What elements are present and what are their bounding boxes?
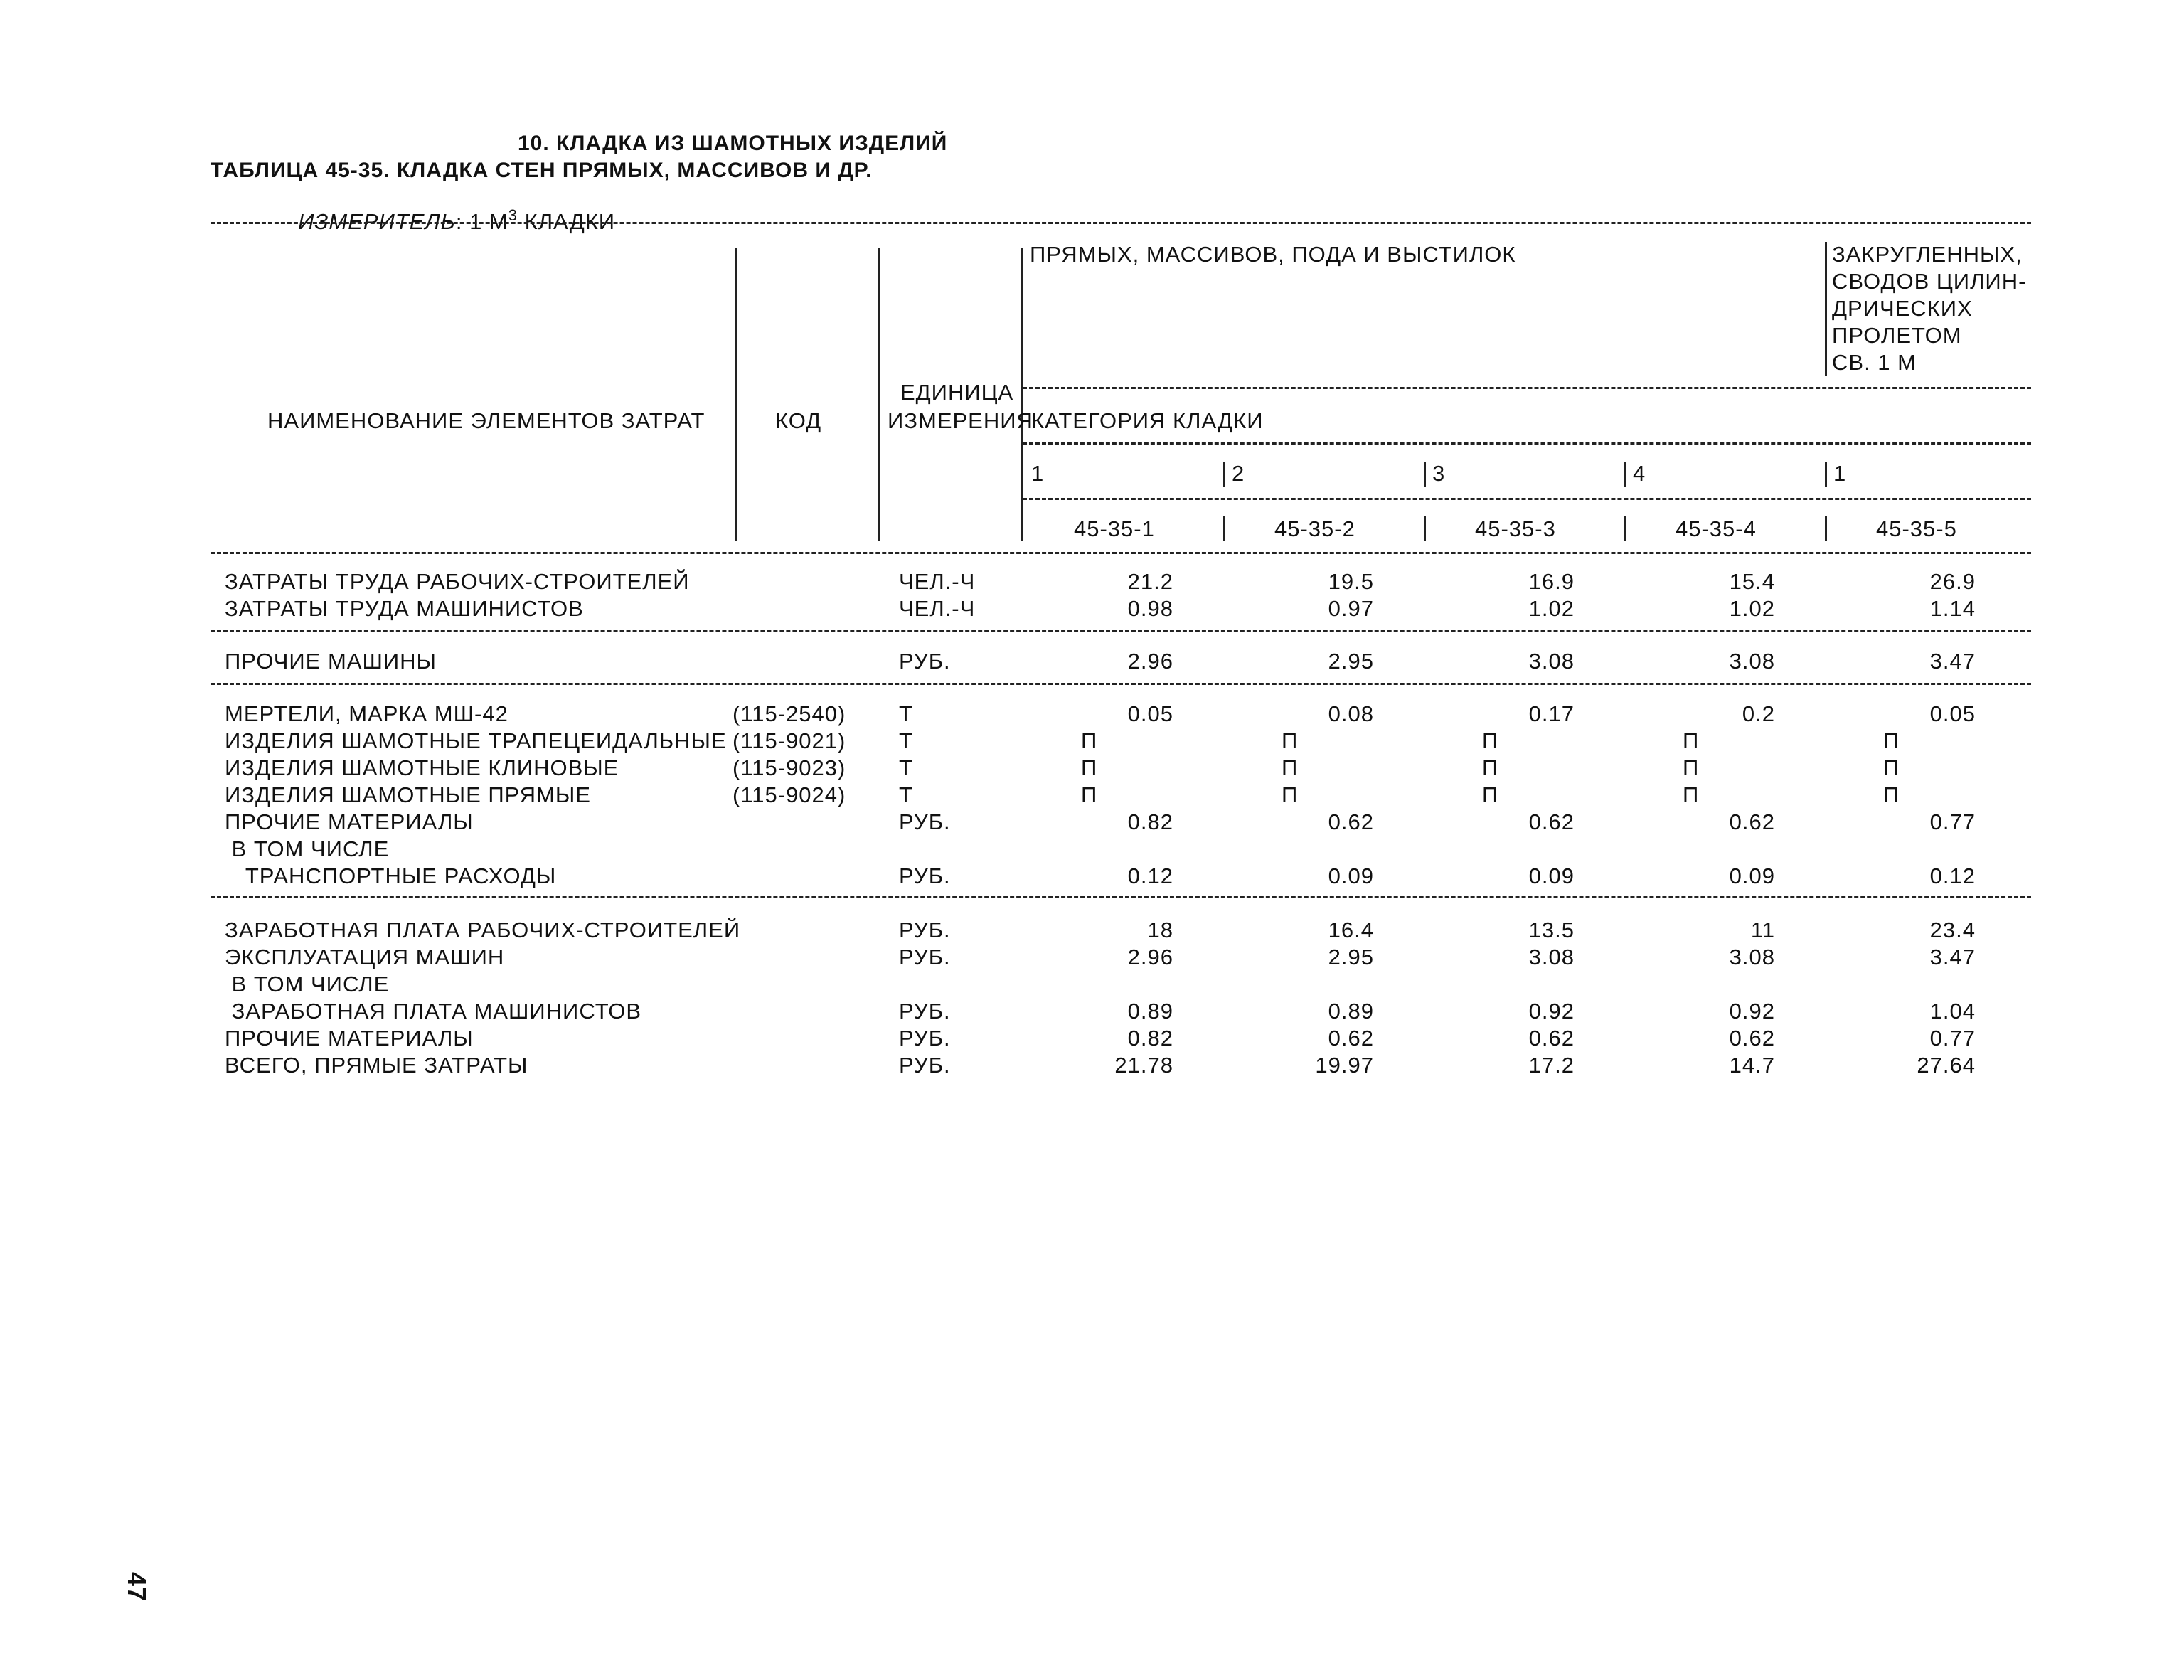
row-unit: РУБ. <box>899 918 951 942</box>
cat-1: 1 <box>1031 461 1045 486</box>
head-unit-2: ИЗМЕРЕНИЯ <box>888 408 1033 433</box>
row-name: ЗАРАБОТНАЯ ПЛАТА РАБОЧИХ-СТРОИТЕЛЕЙ <box>225 918 741 942</box>
row-value: 0.62 <box>1729 1026 1775 1051</box>
head-name: НАИМЕНОВАНИЕ ЭЛЕМЕНТОВ ЗАТРАТ <box>267 408 705 433</box>
measure-label: ИЗМЕРИТЕЛЬ <box>298 209 456 234</box>
section-title: 10. КЛАДКА ИЗ ШАМОТНЫХ ИЗДЕЛИЙ <box>518 132 948 155</box>
row-name: ЗАРАБОТНАЯ ПЛАТА МАШИНИСТОВ <box>225 999 642 1024</box>
head-code: КОД <box>775 408 822 433</box>
row-name: ЗАТРАТЫ ТРУДА РАБОЧИХ-СТРОИТЕЛЕЙ <box>225 569 690 594</box>
row-value: 0.17 <box>1528 701 1575 726</box>
row-value: 19.97 <box>1315 1053 1374 1078</box>
row-value: 18 <box>1147 918 1173 942</box>
row-value: 0.97 <box>1328 596 1374 621</box>
row-unit: Т <box>899 782 913 807</box>
row-value: 3.08 <box>1528 649 1575 674</box>
row-value: 0.12 <box>1929 863 1976 888</box>
row-value: П <box>1081 755 1098 780</box>
row-value: П <box>1683 782 1700 807</box>
row-unit: Т <box>899 701 913 726</box>
row-value: П <box>1282 782 1299 807</box>
row-unit: Т <box>899 755 913 780</box>
rule-head-2 <box>1023 442 2031 445</box>
row-value: 2.95 <box>1328 649 1374 674</box>
row-unit: ЧЕЛ.-Ч <box>899 596 976 621</box>
row-value: 17.2 <box>1528 1053 1575 1078</box>
measure-sup: 3 <box>508 206 518 224</box>
head-group1: ПРЯМЫХ, МАССИВОВ, ПОДА И ВЫСТИЛОК <box>1030 242 1516 267</box>
row-value: 0.82 <box>1127 809 1173 834</box>
row-value: 21.78 <box>1114 1053 1173 1078</box>
row-unit: РУБ. <box>899 945 951 969</box>
head-group2-l3: ДРИЧЕСКИХ <box>1832 296 1973 321</box>
row-value: 1.04 <box>1929 999 1976 1024</box>
row-value: 0.89 <box>1127 999 1173 1024</box>
row-value: 0.62 <box>1328 809 1374 834</box>
row-value: 0.62 <box>1528 809 1575 834</box>
row-value: 2.96 <box>1127 649 1173 674</box>
rule-head-3 <box>1023 498 2031 500</box>
row-value: 14.7 <box>1729 1053 1775 1078</box>
cat-3: 3 <box>1432 461 1446 486</box>
row-name: В ТОМ ЧИСЛЕ <box>225 972 390 996</box>
row-unit: РУБ. <box>899 999 951 1024</box>
row-value: 0.2 <box>1742 701 1775 726</box>
row-value: 0.08 <box>1328 701 1374 726</box>
row-value: 3.08 <box>1729 649 1775 674</box>
row-value: 0.89 <box>1328 999 1374 1024</box>
row-value: 0.09 <box>1729 863 1775 888</box>
row-value: П <box>1883 728 1900 753</box>
vline-code-2 <box>1223 516 1225 541</box>
cat-5: 1 <box>1833 461 1847 486</box>
row-name: ИЗДЕЛИЯ ШАМОТНЫЕ КЛИНОВЫЕ <box>225 755 619 780</box>
row-value: 0.62 <box>1729 809 1775 834</box>
vline-code-3 <box>1424 516 1426 541</box>
row-name: ВСЕГО, ПРЯМЫЕ ЗАТРАТЫ <box>225 1053 528 1078</box>
row-value: 27.64 <box>1917 1053 1976 1078</box>
row-value: 23.4 <box>1929 918 1976 942</box>
cat-4: 4 <box>1633 461 1646 486</box>
row-value: 0.05 <box>1929 701 1976 726</box>
rule-top <box>211 222 2031 224</box>
code-3: 45-35-3 <box>1475 516 1556 541</box>
row-unit: РУБ. <box>899 863 951 888</box>
row-value: 19.5 <box>1328 569 1374 594</box>
code-5: 45-35-5 <box>1876 516 1957 541</box>
vline-code-4 <box>1624 516 1626 541</box>
row-value: 0.09 <box>1528 863 1575 888</box>
row-unit: Т <box>899 728 913 753</box>
row-name: ЗАТРАТЫ ТРУДА МАШИНИСТОВ <box>225 596 584 621</box>
row-value: 15.4 <box>1729 569 1775 594</box>
row-name: МЕРТЕЛИ, МАРКА МШ-42 <box>225 701 508 726</box>
measure-value: 1 М <box>469 209 508 234</box>
row-code: (115-2540) <box>733 701 846 726</box>
head-category: КАТЕГОРИЯ КЛАДКИ <box>1031 408 1264 433</box>
rule-sec-3 <box>211 896 2031 898</box>
row-name: ТРАНСПОРТНЫЕ РАСХОДЫ <box>225 863 557 888</box>
row-value: 3.47 <box>1929 945 1976 969</box>
vline-cat-5 <box>1825 462 1827 487</box>
row-value: 26.9 <box>1929 569 1976 594</box>
row-value: 16.9 <box>1528 569 1575 594</box>
row-value: П <box>1482 782 1499 807</box>
rule-sec-1 <box>211 630 2031 632</box>
code-1: 45-35-1 <box>1074 516 1155 541</box>
head-unit-1: ЕДИНИЦА <box>900 380 1014 405</box>
row-value: П <box>1282 755 1299 780</box>
row-name: ПРОЧИЕ МАТЕРИАЛЫ <box>225 1026 474 1051</box>
row-value: П <box>1883 755 1900 780</box>
row-value: 0.62 <box>1328 1026 1374 1051</box>
row-name: ИЗДЕЛИЯ ШАМОТНЫЕ ПРЯМЫЕ <box>225 782 591 807</box>
row-value: 16.4 <box>1328 918 1374 942</box>
row-value: 3.47 <box>1929 649 1976 674</box>
row-value: 21.2 <box>1127 569 1173 594</box>
table-title: ТАБЛИЦА 45-35. КЛАДКА СТЕН ПРЯМЫХ, МАССИВОВ И ДР. <box>211 159 873 182</box>
row-value: 0.92 <box>1729 999 1775 1024</box>
row-value: 2.96 <box>1127 945 1173 969</box>
rule-sec-2 <box>211 683 2031 685</box>
head-group2-l2: СВОДОВ ЦИЛИН- <box>1832 269 2027 294</box>
row-value: П <box>1683 755 1700 780</box>
rule-head-end <box>211 552 2031 554</box>
row-unit: РУБ. <box>899 809 951 834</box>
row-value: 0.92 <box>1528 999 1575 1024</box>
row-value: П <box>1482 755 1499 780</box>
rule-head-1 <box>1023 387 2031 389</box>
vline-unit-data <box>1021 248 1023 541</box>
code-4: 45-35-4 <box>1676 516 1757 541</box>
vline-code-unit <box>878 248 880 541</box>
vline-code-5 <box>1825 516 1827 541</box>
cat-2: 2 <box>1232 461 1245 486</box>
head-group2-l4: ПРОЛЕТОМ <box>1832 323 1962 348</box>
row-value: 3.08 <box>1729 945 1775 969</box>
row-value: 13.5 <box>1528 918 1575 942</box>
row-unit: ЧЕЛ.-Ч <box>899 569 976 594</box>
row-code: (115-9023) <box>733 755 846 780</box>
row-value: 1.02 <box>1528 596 1575 621</box>
head-group2-l1: ЗАКРУГЛЕННЫХ, <box>1832 242 2023 267</box>
head-group2-l5: СВ. 1 М <box>1832 350 1917 375</box>
row-value: 0.62 <box>1528 1026 1575 1051</box>
measure-tail: КЛАДКИ <box>524 209 616 234</box>
row-value: 11 <box>1750 918 1775 942</box>
row-value: 0.09 <box>1328 863 1374 888</box>
row-value: П <box>1282 728 1299 753</box>
vline-cat-4 <box>1624 462 1626 487</box>
row-value: П <box>1482 728 1499 753</box>
row-name: ПРОЧИЕ МАТЕРИАЛЫ <box>225 809 474 834</box>
row-value: 0.12 <box>1127 863 1173 888</box>
row-name: ЭКСПЛУАТАЦИЯ МАШИН <box>225 945 505 969</box>
row-name: В ТОМ ЧИСЛЕ <box>225 836 390 861</box>
measure-line: ИЗМЕРИТЕЛЬ: 1 $М^3$ КЛАДКИ <box>298 206 616 234</box>
row-name: ИЗДЕЛИЯ ШАМОТНЫЕ ТРАПЕЦЕИДАЛЬНЫЕ <box>225 728 727 753</box>
row-value: 0.77 <box>1929 1026 1976 1051</box>
row-code: (115-9021) <box>733 728 846 753</box>
row-value: П <box>1081 728 1098 753</box>
row-value: 2.95 <box>1328 945 1374 969</box>
row-unit: РУБ. <box>899 1026 951 1051</box>
row-value: 0.82 <box>1127 1026 1173 1051</box>
row-value: 1.14 <box>1929 596 1976 621</box>
vline-group2 <box>1825 242 1827 376</box>
row-code: (115-9024) <box>733 782 846 807</box>
row-value: П <box>1883 782 1900 807</box>
vline-cat-2 <box>1223 462 1225 487</box>
row-unit: РУБ. <box>899 1053 951 1078</box>
row-value: 1.02 <box>1729 596 1775 621</box>
row-name: ПРОЧИЕ МАШИНЫ <box>225 649 437 674</box>
row-value: 0.98 <box>1127 596 1173 621</box>
vline-cat-3 <box>1424 462 1426 487</box>
row-unit: РУБ. <box>899 649 951 674</box>
row-value: П <box>1081 782 1098 807</box>
code-2: 45-35-2 <box>1274 516 1355 541</box>
row-value: 0.77 <box>1929 809 1976 834</box>
row-value: П <box>1683 728 1700 753</box>
vline-name-code <box>735 248 737 541</box>
row-value: 0.05 <box>1127 701 1173 726</box>
page-number: 47 <box>122 1572 151 1602</box>
row-value: 3.08 <box>1528 945 1575 969</box>
